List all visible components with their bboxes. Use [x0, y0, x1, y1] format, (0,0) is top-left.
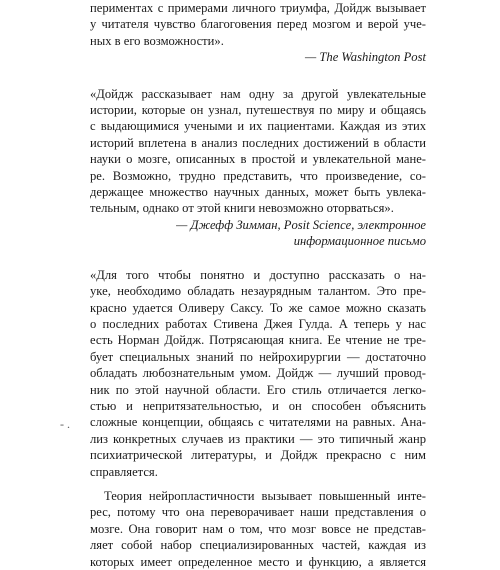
attribution: — Джефф Зимман, Posit Science, электронное — [176, 217, 426, 232]
quote-washington-post — [90, 0, 426, 66]
text-line: мозге. Она говорит нам о том, что мозг вовсе не представ- — [90, 521, 426, 536]
text-line: держащее множество научных данных, может быть увлека- — [90, 185, 426, 200]
text-line: уке, необходимо обладать незаурядным талантом. Это пре- — [90, 284, 426, 299]
text-line: науки о мозге, описанных в простой и увлекательной мане- — [90, 152, 426, 167]
body-paragraph — [90, 488, 426, 570]
text-line: «Для того чтобы понятно и доступно рассказать о на- — [90, 267, 426, 282]
text-line: обладать любознательным умом. Дойдж — лучший провод- — [90, 366, 426, 381]
text-line: ных в его возможности». — [90, 33, 224, 48]
text-line: бует специальных знаний по нейрохирургии — достаточно — [90, 349, 426, 364]
text-line: тельным, однако от этой книги невозможно оторваться». — [90, 201, 394, 216]
attribution: информационное письмо — [293, 234, 426, 249]
quote-sacks — [90, 267, 426, 480]
text-line: справляется. — [90, 464, 158, 479]
text-line: рес, потому что она переворачивает наши представления о — [90, 505, 426, 520]
text-line: периментах с примерами личного триумфа, Дойдж вызывает — [90, 1, 426, 15]
text-line: сложные концепции, общаясь с читателями на равных. Ана- — [90, 415, 426, 430]
margin-mark: - . — [60, 417, 70, 431]
text-line: стью и непритязательностью, и он способен объяснить — [90, 398, 426, 413]
text-line: ре. Возможно, трудно представить, что произведение, со- — [90, 168, 426, 183]
text-line: с выдающимися учеными и их пациентами. Каждая из этих — [90, 119, 426, 134]
text-line: лиз конкретных случаев из практики — это типичный жанр — [90, 431, 426, 446]
text-line: о последних работах Стивена Джея Гулда. А теперь у нас — [90, 316, 426, 331]
text-line: «Дойдж рассказывает нам одну за другой увлекательные — [90, 86, 426, 101]
text-line: красно удается Оливеру Саксу. То же самое можно сказать — [90, 300, 426, 315]
quote-zimman — [90, 86, 426, 250]
text-line: которых имеет определенное место и функцию, а является — [90, 554, 426, 569]
text-line: психиатрической литературы, и Дойдж прекрасно с ним — [90, 448, 426, 463]
text-line: ляет собой набор специализированных частей, каждая из — [90, 538, 426, 553]
text-line: Теория нейропластичности вызывает повышенный инте- — [104, 488, 426, 503]
text-line: истории, которые он узнал, путешествуя по миру и общаясь — [90, 103, 426, 118]
text-line: есть Норман Дойдж. Потрясающая книга. Ее чтение не тре- — [90, 333, 426, 348]
text-line: ник по этой научной области. Его стиль отличается легко- — [90, 382, 426, 397]
text-line: у читателя чувство благоговения перед мозгом и верой уче- — [90, 17, 426, 32]
attribution: — The Washington Post — [305, 50, 426, 65]
document-page — [90, 0, 426, 570]
text-line: историй вплетена в анализ последних достижений в области — [90, 135, 426, 150]
